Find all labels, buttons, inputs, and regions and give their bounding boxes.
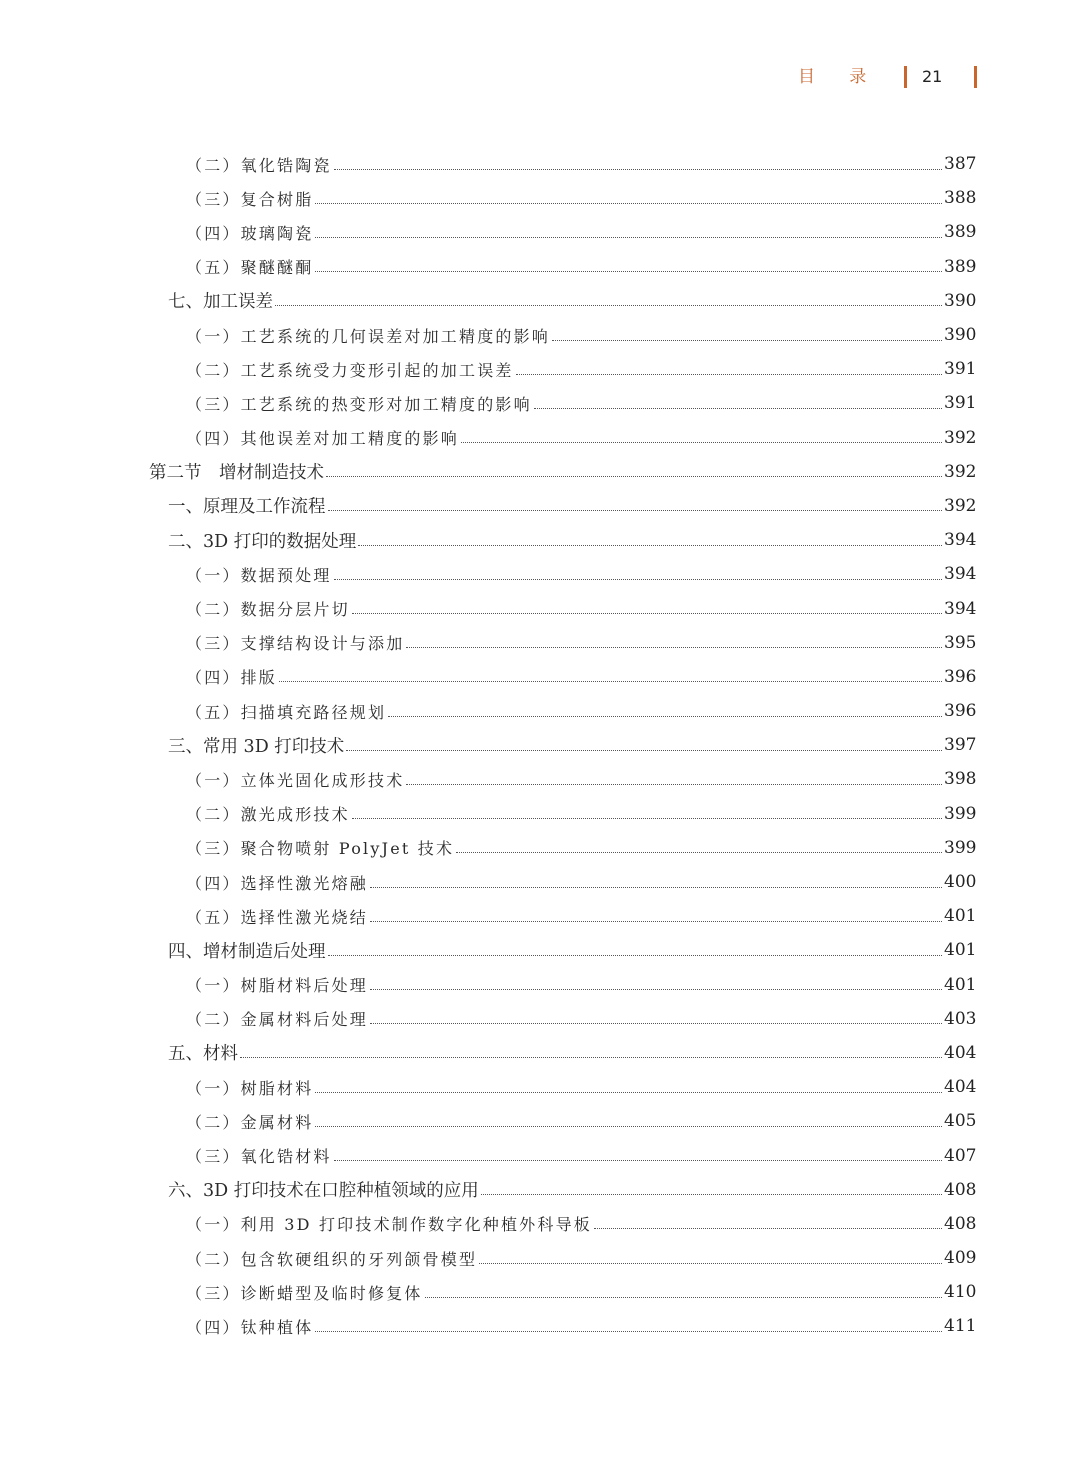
toc-entry[interactable] [0,523,1080,557]
toc-entry-page: 408 [944,1179,977,1200]
dot-leader [534,408,942,409]
toc-entry-title: （一）树脂材料后处理 [186,976,369,996]
toc-entry-page: 391 [944,359,977,380]
toc-entry[interactable] [0,865,1080,899]
toc-entry[interactable] [0,591,1080,625]
dot-leader [334,169,942,170]
toc-entry-page: 404 [944,1077,977,1098]
dot-leader [406,647,942,648]
toc-entry-page: 408 [944,1213,977,1234]
section-title-char: 目 [798,67,816,87]
toc-entry[interactable] [0,352,1080,386]
toc-entry[interactable] [0,1138,1080,1172]
dot-leader [315,1126,942,1127]
page-number: 21 [922,67,943,86]
toc-entry[interactable] [0,455,1080,489]
toc-entry-page: 388 [944,188,977,209]
toc-entry-title: （二）金属材料 [186,1112,314,1132]
toc-entry-title: 二、3D 打印的数据处理 [168,531,357,552]
toc-entry-title: （三）支撑结构设计与添加 [186,634,405,654]
dot-leader [370,989,942,990]
toc-entry-title: （一）树脂材料 [186,1078,314,1098]
dot-leader [406,784,942,785]
toc-entry[interactable] [0,1241,1080,1275]
toc-entry-page: 390 [944,290,977,311]
toc-entry-title: （五）扫描填充路径规划 [186,702,387,722]
toc-entry-title: （一）工艺系统的几何误差对加工精度的影响 [186,326,551,346]
toc-entry[interactable] [0,421,1080,455]
toc-entry-page: 410 [944,1282,977,1303]
toc-entry-page: 396 [944,666,977,687]
toc-entry-title: （三）工艺系统的热变形对加工精度的影响 [186,394,532,414]
toc-entry-title: （四）选择性激光熔融 [186,873,369,893]
toc-entry-title: 四、增材制造后处理 [168,941,326,962]
toc-entry[interactable] [0,386,1080,420]
toc-entry-title: （二）金属材料后处理 [186,1010,369,1030]
toc-entry[interactable] [0,831,1080,865]
toc-entry-page: 400 [944,872,977,893]
toc-entry-page: 403 [944,1008,977,1029]
section-title-char: 录 [849,67,867,87]
toc-entry-page: 392 [944,495,977,516]
toc-entry[interactable] [0,762,1080,796]
toc-entry[interactable] [0,1070,1080,1104]
toc-entry-title: （二）氧化锆陶瓷 [186,155,332,175]
toc-entry[interactable] [0,1275,1080,1309]
toc-entry-page: 389 [944,222,977,243]
dot-leader [481,1194,942,1195]
toc-entry-title: （一）立体光固化成形技术 [186,770,405,790]
dot-leader [388,716,942,717]
toc-entry-page: 409 [944,1248,977,1269]
dot-leader [334,1160,942,1161]
toc-entry-page: 392 [944,461,977,482]
dot-leader [594,1228,942,1229]
toc-entry[interactable] [0,181,1080,215]
dot-leader [352,613,942,614]
dot-leader [552,340,942,341]
dot-leader [425,1297,942,1298]
toc-entry-title: 六、3D 打印技术在口腔种植领域的应用 [168,1181,479,1202]
toc-entry-page: 399 [944,837,977,858]
toc-entry[interactable] [0,250,1080,284]
table-of-contents [0,147,1080,1344]
dot-leader [456,852,942,853]
toc-entry-page: 396 [944,701,977,722]
toc-entry-page: 394 [944,530,977,551]
toc-entry-page: 390 [944,325,977,346]
toc-entry-page: 405 [944,1111,977,1132]
toc-entry-title: （二）激光成形技术 [186,805,350,825]
toc-entry-page: 398 [944,769,977,790]
toc-entry-title: （二）数据分层片切 [186,600,350,620]
dot-leader [370,887,942,888]
toc-entry-page: 401 [944,974,977,995]
dot-leader [370,921,942,922]
section-title [798,64,866,90]
toc-entry-title: （五）选择性激光烧结 [186,907,369,927]
dot-leader [315,1331,942,1332]
dot-leader [328,955,943,956]
dot-leader [275,305,942,306]
toc-entry[interactable] [0,899,1080,933]
toc-entry[interactable] [0,1309,1080,1343]
dot-leader [240,1057,942,1058]
toc-entry[interactable] [0,797,1080,831]
toc-entry-page: 399 [944,803,977,824]
toc-entry-title: （三）氧化锆材料 [186,1147,332,1167]
toc-entry-title: （二）包含软硬组织的牙列颌骨模型 [186,1249,478,1269]
toc-entry-title: （一）数据预处理 [186,565,332,585]
toc-entry-title: （五）聚醚醚酮 [186,258,314,278]
toc-entry-page: 397 [944,735,977,756]
header-divider [904,66,907,88]
dot-leader [479,1263,942,1264]
toc-entry[interactable] [0,147,1080,181]
toc-entry[interactable] [0,728,1080,762]
dot-leader [279,681,942,682]
dot-leader [334,579,942,580]
toc-entry-page: 411 [944,1316,977,1337]
toc-entry-title: 七、加工误差 [168,292,273,313]
toc-entry-title: 第二节 增材制造技术 [149,463,324,484]
toc-entry[interactable] [0,1207,1080,1241]
toc-entry-title: （一）利用 3D 打印技术制作数字化种植外科导板 [186,1215,592,1235]
toc-entry-title: 五、材料 [168,1044,238,1065]
toc-entry-title: 三、常用 3D 打印技术 [168,736,345,757]
toc-entry-title: （四）排版 [186,668,278,688]
dot-leader [328,510,943,511]
toc-entry-page: 392 [944,427,977,448]
toc-entry[interactable] [0,557,1080,591]
toc-entry-page: 394 [944,598,977,619]
toc-entry-title: （四）其他误差对加工精度的影响 [186,429,460,449]
toc-entry-title: （三）复合树脂 [186,189,314,209]
toc-entry-title: 一、原理及工作流程 [168,497,326,518]
toc-entry-title: （四）玻璃陶瓷 [186,223,314,243]
dot-leader [346,750,942,751]
toc-entry[interactable] [0,215,1080,249]
dot-leader [358,545,942,546]
dot-leader [315,271,942,272]
running-header [0,64,1080,90]
toc-entry[interactable] [0,1036,1080,1070]
toc-entry-title: （四）钛种植体 [186,1317,314,1337]
dot-leader [516,374,942,375]
dot-leader [326,476,942,477]
dot-leader [370,1023,942,1024]
toc-entry[interactable] [0,318,1080,352]
dot-leader [461,442,942,443]
toc-entry[interactable] [0,489,1080,523]
toc-entry-title: （三）聚合物喷射 PolyJet 技术 [186,839,455,859]
toc-entry-page: 401 [944,940,977,961]
toc-entry[interactable] [0,968,1080,1002]
toc-entry[interactable] [0,1173,1080,1207]
toc-entry-page: 404 [944,1042,977,1063]
dot-leader [315,1092,942,1093]
toc-entry-page: 407 [944,1145,977,1166]
toc-entry[interactable] [0,626,1080,660]
toc-entry[interactable] [0,660,1080,694]
toc-entry-page: 391 [944,393,977,414]
toc-entry-title: （三）诊断蜡型及临时修复体 [186,1283,423,1303]
toc-entry[interactable] [0,1002,1080,1036]
toc-entry[interactable] [0,284,1080,318]
toc-entry-title: （二）工艺系统受力变形引起的加工误差 [186,360,514,380]
dot-leader [315,237,942,238]
toc-entry[interactable] [0,694,1080,728]
toc-entry[interactable] [0,933,1080,967]
toc-entry[interactable] [0,1104,1080,1138]
dot-leader [352,818,942,819]
toc-entry-page: 387 [944,154,977,175]
toc-entry-page: 389 [944,256,977,277]
dot-leader [315,203,942,204]
toc-entry-page: 394 [944,564,977,585]
toc-entry-page: 401 [944,906,977,927]
header-divider [974,66,977,88]
toc-entry-page: 395 [944,632,977,653]
